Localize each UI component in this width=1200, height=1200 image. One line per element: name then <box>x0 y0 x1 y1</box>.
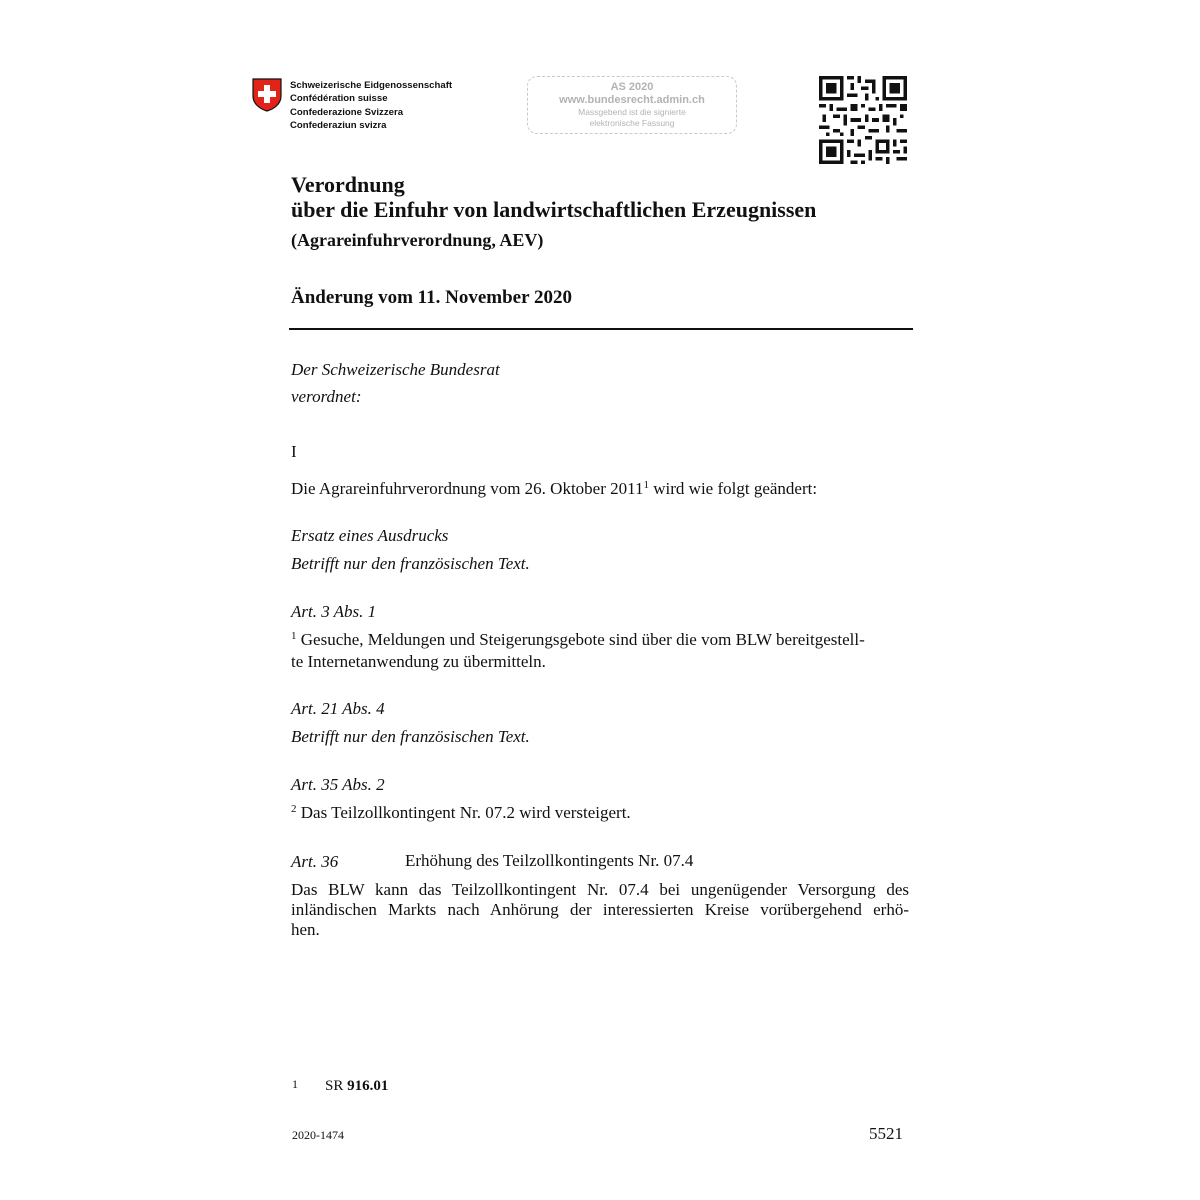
preamble-authority: Der Schweizerische Bundesrat <box>291 360 500 379</box>
ersatz-text: Betrifft nur den französischen Text. <box>291 554 530 573</box>
art3-line1 <box>291 629 865 650</box>
document-number: 2020-1474 <box>292 1128 344 1142</box>
title-divider <box>289 328 913 330</box>
amendment-date: Änderung vom 11. November 2020 <box>291 287 572 308</box>
official-compilation-stamp <box>527 76 737 134</box>
footnote-ref[interactable]: 1 <box>643 479 650 491</box>
preamble-verb: verordnet: <box>291 387 362 406</box>
section-number: I <box>291 442 297 461</box>
art35-heading: Art. 35 Abs. 2 <box>291 775 385 794</box>
art36-line2: inländischen Markts nach Anhörung der interessierten Kreise vorübergehend erhö- <box>291 900 909 919</box>
confederation-name-de: Schweizerische Eidgenossenschaft <box>290 80 453 91</box>
art36-line3: hen. <box>291 920 320 939</box>
qr-code-icon <box>819 76 907 164</box>
paragraph-number: 1 <box>291 630 297 642</box>
title-line2: über die Einfuhr von landwirtschaftlichen Erzeugnissen <box>291 197 817 222</box>
footnote-sr-number: 916.01 <box>347 1078 389 1094</box>
section-intro <box>291 478 817 499</box>
footnote-text <box>325 1078 388 1095</box>
footnote-number: 1 <box>292 1077 298 1091</box>
as-website[interactable]: www.bundesrecht.admin.ch <box>559 94 705 106</box>
as-note-line2: elektronische Fassung <box>589 118 675 128</box>
art21-heading: Art. 21 Abs. 4 <box>291 699 385 718</box>
swiss-cross-shield-icon <box>252 78 282 112</box>
paragraph-number: 2 <box>291 803 297 815</box>
art35-line <box>291 802 631 823</box>
page-number: 5521 <box>869 1124 903 1143</box>
section-intro-text-end: wird wie folgt geändert: <box>649 479 818 498</box>
art3-text: Gesuche, Meldungen und Steigerungsgebote sind über die vom BLW bereitgestell- <box>296 630 865 649</box>
title-line1: Verordnung <box>291 172 405 197</box>
as-number: AS 2020 <box>610 81 654 93</box>
document-title <box>291 172 816 222</box>
art36-title: Erhöhung des Teilzollkontingents Nr. 07.4 <box>405 851 694 870</box>
art3-heading: Art. 3 Abs. 1 <box>291 602 377 621</box>
confederation-name-rm: Confederaziun svizra <box>290 120 387 132</box>
art35-text: Das Teilzollkontingent Nr. 07.2 wird versteigert. <box>296 803 631 822</box>
as-note-line1: Massgebend ist die signierte <box>578 107 686 117</box>
ersatz-heading: Ersatz eines Ausdrucks <box>291 526 449 545</box>
art36-line1: Das BLW kann das Teilzollkontingent Nr. 07.4 bei ungenügender Versorgung des <box>291 880 909 899</box>
document-short-title: (Agrareinfuhrverordnung, AEV) <box>291 230 544 250</box>
confederation-name-fr: Confédération suisse <box>290 93 388 105</box>
art21-text: Betrifft nur den französischen Text. <box>291 727 530 746</box>
confederation-name-it: Confederazione Svizzera <box>290 106 404 118</box>
art3-line2: te Internetanwendung zu übermitteln. <box>291 652 546 671</box>
section-intro-text: Die Agrareinfuhrverordnung vom 26. Oktober 2011 <box>291 479 644 498</box>
confederation-names <box>290 79 452 133</box>
art36-heading: Art. 36 <box>291 852 339 871</box>
footnote-prefix: SR <box>325 1078 348 1094</box>
